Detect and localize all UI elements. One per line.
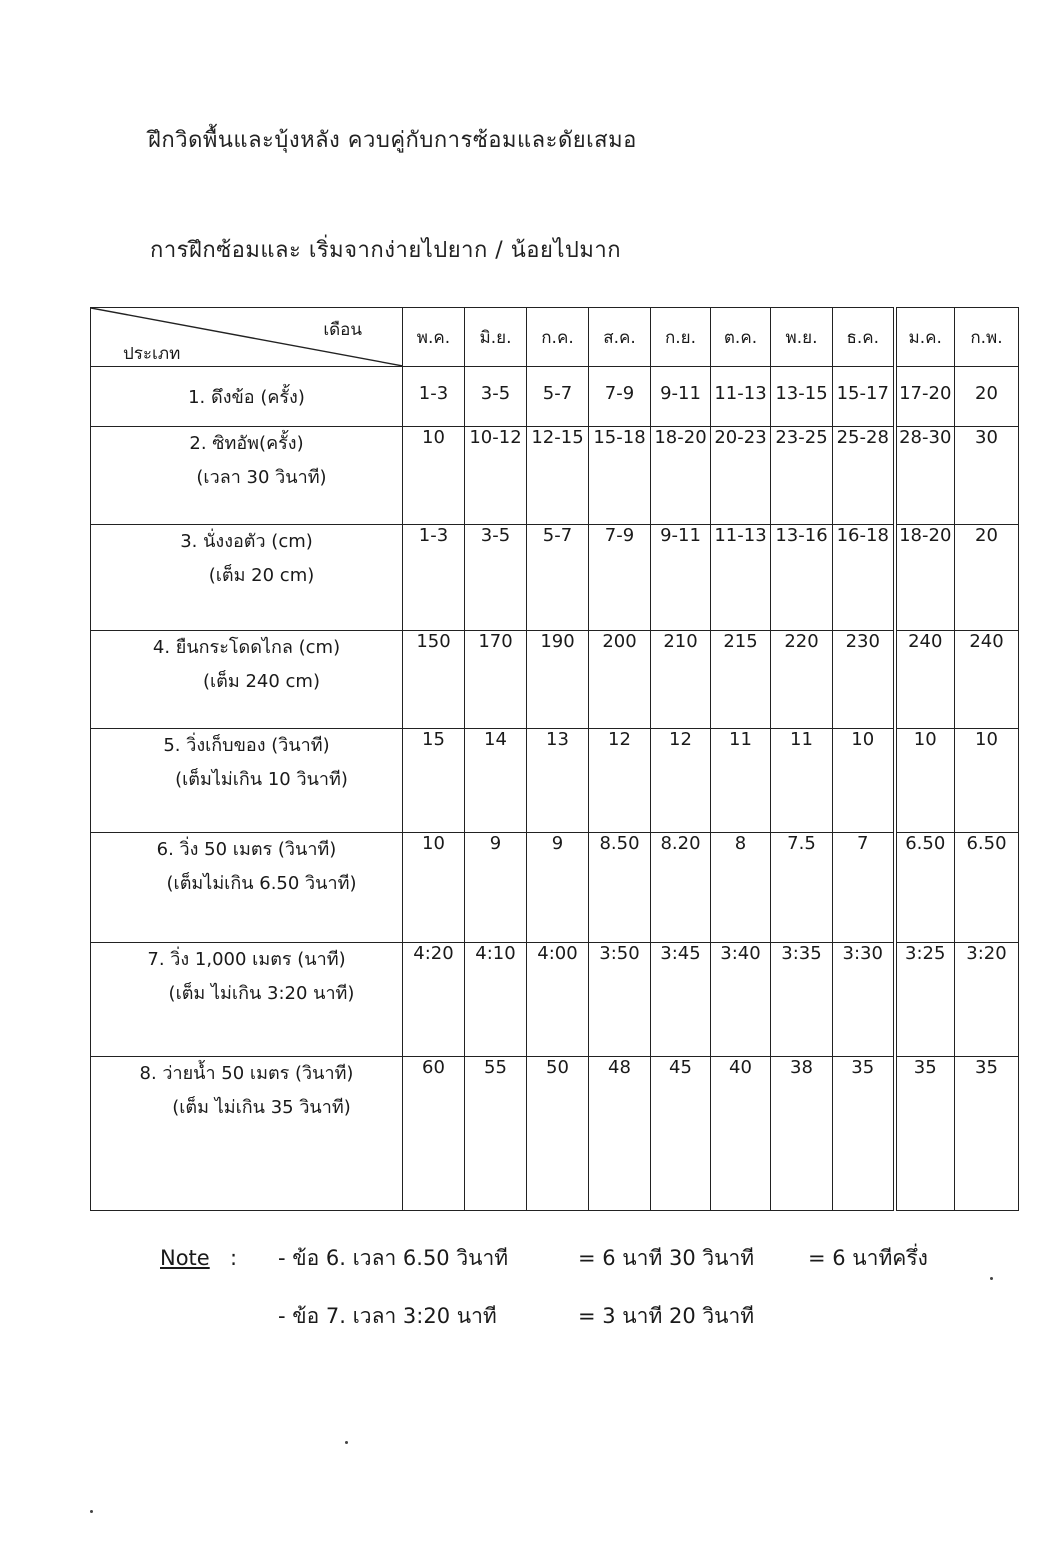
value-cell: 3:40	[711, 943, 771, 1057]
value-cell: 9-11	[651, 367, 711, 427]
category-cell	[91, 427, 403, 525]
month-header: ก.พ.	[955, 308, 1019, 367]
note-label: Note	[160, 1246, 210, 1270]
table-row	[91, 367, 1019, 427]
value-cell: 17-20	[895, 367, 955, 427]
table-row	[91, 631, 1019, 729]
value-cell: 1-3	[403, 525, 465, 631]
value-cell: 11-13	[711, 525, 771, 631]
value-cell: 240	[895, 631, 955, 729]
table-row	[91, 943, 1019, 1057]
category-cell	[91, 1057, 403, 1211]
value-cell: 20	[955, 525, 1019, 631]
category-sublabel: (เต็มไม่เกิน 10 วินาที)	[175, 769, 348, 790]
month-header-label: เดือน	[323, 320, 362, 340]
value-cell: 3:35	[771, 943, 833, 1057]
category-cell	[91, 367, 403, 427]
month-header: ก.ย.	[651, 308, 711, 367]
training-schedule-table	[90, 307, 1019, 1211]
value-cell: 35	[955, 1057, 1019, 1211]
month-header: ก.ค.	[527, 308, 589, 367]
value-cell: 35	[895, 1057, 955, 1211]
notes-section	[160, 1242, 928, 1358]
value-cell: 1-3	[403, 367, 465, 427]
table-row	[91, 833, 1019, 943]
category-cell	[91, 943, 403, 1057]
note-text: = 3 นาที 20 วินาที	[578, 1304, 755, 1328]
value-cell: 11	[711, 729, 771, 833]
value-cell: 50	[527, 1057, 589, 1211]
value-cell: 200	[589, 631, 651, 729]
value-cell: 3:30	[833, 943, 895, 1057]
category-sublabel: (เต็ม ไม่เกิน 35 วินาที)	[172, 1097, 351, 1118]
value-cell: 15-17	[833, 367, 895, 427]
value-cell: 3:20	[955, 943, 1019, 1057]
value-cell: 8.50	[589, 833, 651, 943]
category-label: 5. วิ่งเก็บของ (วินาที)	[163, 735, 330, 756]
paper-speck	[990, 1277, 993, 1280]
category-sublabel: (เต็มไม่เกิน 6.50 วินาที)	[166, 873, 357, 894]
value-cell: 3:25	[895, 943, 955, 1057]
value-cell: 9-11	[651, 525, 711, 631]
value-cell: 3:50	[589, 943, 651, 1057]
category-cell	[91, 729, 403, 833]
value-cell: 5-7	[527, 525, 589, 631]
value-cell: 170	[465, 631, 527, 729]
type-header-label: ประเภท	[123, 344, 181, 364]
value-cell: 7-9	[589, 367, 651, 427]
category-sublabel: (เต็ม ไม่เกิน 3:20 นาที)	[168, 983, 355, 1004]
value-cell: 7.5	[771, 833, 833, 943]
paper-speck	[90, 1510, 93, 1513]
category-sublabel: (เต็ม 20 cm)	[208, 565, 315, 586]
value-cell: 10	[895, 729, 955, 833]
value-cell: 13-15	[771, 367, 833, 427]
value-cell: 8	[711, 833, 771, 943]
value-cell: 12-15	[527, 427, 589, 525]
table-row	[91, 427, 1019, 525]
value-cell: 14	[465, 729, 527, 833]
value-cell: 45	[651, 1057, 711, 1211]
table-row	[91, 1057, 1019, 1211]
value-cell: 15	[403, 729, 465, 833]
month-header: ธ.ค.	[833, 308, 895, 367]
value-cell: 7	[833, 833, 895, 943]
category-label: 4. ยืนกระโดดไกล (cm)	[152, 637, 341, 658]
category-label: 8. ว่ายน้ำ 50 เมตร (วินาที)	[139, 1063, 354, 1084]
header-row	[91, 308, 1019, 367]
value-cell: 10	[403, 427, 465, 525]
value-cell: 48	[589, 1057, 651, 1211]
value-cell: 13	[527, 729, 589, 833]
value-cell: 20-23	[711, 427, 771, 525]
category-cell	[91, 631, 403, 729]
value-cell: 6.50	[895, 833, 955, 943]
category-label: 7. วิ่ง 1,000 เมตร (นาที)	[147, 949, 346, 970]
value-cell: 18-20	[651, 427, 711, 525]
value-cell: 10	[833, 729, 895, 833]
paper-speck	[345, 1441, 348, 1444]
note-text: - ข้อ 6. เวลา 6.50 วินาที	[278, 1246, 509, 1270]
note-line-2	[160, 1300, 928, 1358]
category-label: 3. นั่งงอตัว (cm)	[180, 531, 313, 552]
value-cell: 16-18	[833, 525, 895, 631]
value-cell: 55	[465, 1057, 527, 1211]
page-subtitle: การฝึกซ้อมและ เริ่มจากง่ายไปยาก / น้อยไปมาก	[150, 238, 622, 263]
value-cell: 28-30	[895, 427, 955, 525]
value-cell: 190	[527, 631, 589, 729]
category-cell	[91, 833, 403, 943]
value-cell: 25-28	[833, 427, 895, 525]
month-header: ต.ค.	[711, 308, 771, 367]
value-cell: 12	[651, 729, 711, 833]
value-cell: 23-25	[771, 427, 833, 525]
value-cell: 9	[527, 833, 589, 943]
month-header: พ.ย.	[771, 308, 833, 367]
category-cell	[91, 525, 403, 631]
month-header: มิ.ย.	[465, 308, 527, 367]
value-cell: 215	[711, 631, 771, 729]
value-cell: 40	[711, 1057, 771, 1211]
value-cell: 4:00	[527, 943, 589, 1057]
value-cell: 10	[955, 729, 1019, 833]
month-header: ส.ค.	[589, 308, 651, 367]
value-cell: 15-18	[589, 427, 651, 525]
corner-header-cell	[91, 308, 403, 367]
value-cell: 7-9	[589, 525, 651, 631]
value-cell: 4:20	[403, 943, 465, 1057]
value-cell: 11	[771, 729, 833, 833]
value-cell: 12	[589, 729, 651, 833]
note-text: - ข้อ 7. เวลา 3:20 นาที	[278, 1304, 497, 1328]
category-sublabel: (เต็ม 240 cm)	[203, 671, 320, 692]
value-cell: 35	[833, 1057, 895, 1211]
value-cell: 6.50	[955, 833, 1019, 943]
note-colon: :	[230, 1246, 238, 1270]
value-cell: 9	[465, 833, 527, 943]
value-cell: 220	[771, 631, 833, 729]
value-cell: 150	[403, 631, 465, 729]
value-cell: 3-5	[465, 525, 527, 631]
note-line-1	[160, 1242, 928, 1300]
category-label: 6. วิ่ง 50 เมตร (วินาที)	[156, 839, 337, 860]
page-title: ฝึกวิดพื้นและบุ้งหลัง ควบคู่กับการซ้อมและดัยเสมอ	[148, 128, 637, 153]
month-header: ม.ค.	[895, 308, 955, 367]
value-cell: 3-5	[465, 367, 527, 427]
note-text: = 6 นาที 30 วินาที	[578, 1246, 755, 1270]
value-cell: 210	[651, 631, 711, 729]
category-sublabel: (เวลา 30 วินาที)	[196, 467, 327, 488]
value-cell: 18-20	[895, 525, 955, 631]
note-text: = 6 นาทีครึ่ง	[808, 1246, 928, 1270]
value-cell: 240	[955, 631, 1019, 729]
value-cell: 10-12	[465, 427, 527, 525]
value-cell: 20	[955, 367, 1019, 427]
value-cell: 230	[833, 631, 895, 729]
month-header: พ.ค.	[403, 308, 465, 367]
value-cell: 30	[955, 427, 1019, 525]
value-cell: 10	[403, 833, 465, 943]
value-cell: 5-7	[527, 367, 589, 427]
value-cell: 60	[403, 1057, 465, 1211]
category-label: 1. ดึงข้อ (ครั้ง)	[188, 387, 305, 408]
value-cell: 8.20	[651, 833, 711, 943]
table-row	[91, 525, 1019, 631]
training-table	[90, 307, 1019, 1211]
value-cell: 38	[771, 1057, 833, 1211]
value-cell: 11-13	[711, 367, 771, 427]
value-cell: 3:45	[651, 943, 711, 1057]
table-row	[91, 729, 1019, 833]
value-cell: 13-16	[771, 525, 833, 631]
value-cell: 4:10	[465, 943, 527, 1057]
category-label: 2. ซิทอัพ(ครั้ง)	[189, 433, 304, 454]
